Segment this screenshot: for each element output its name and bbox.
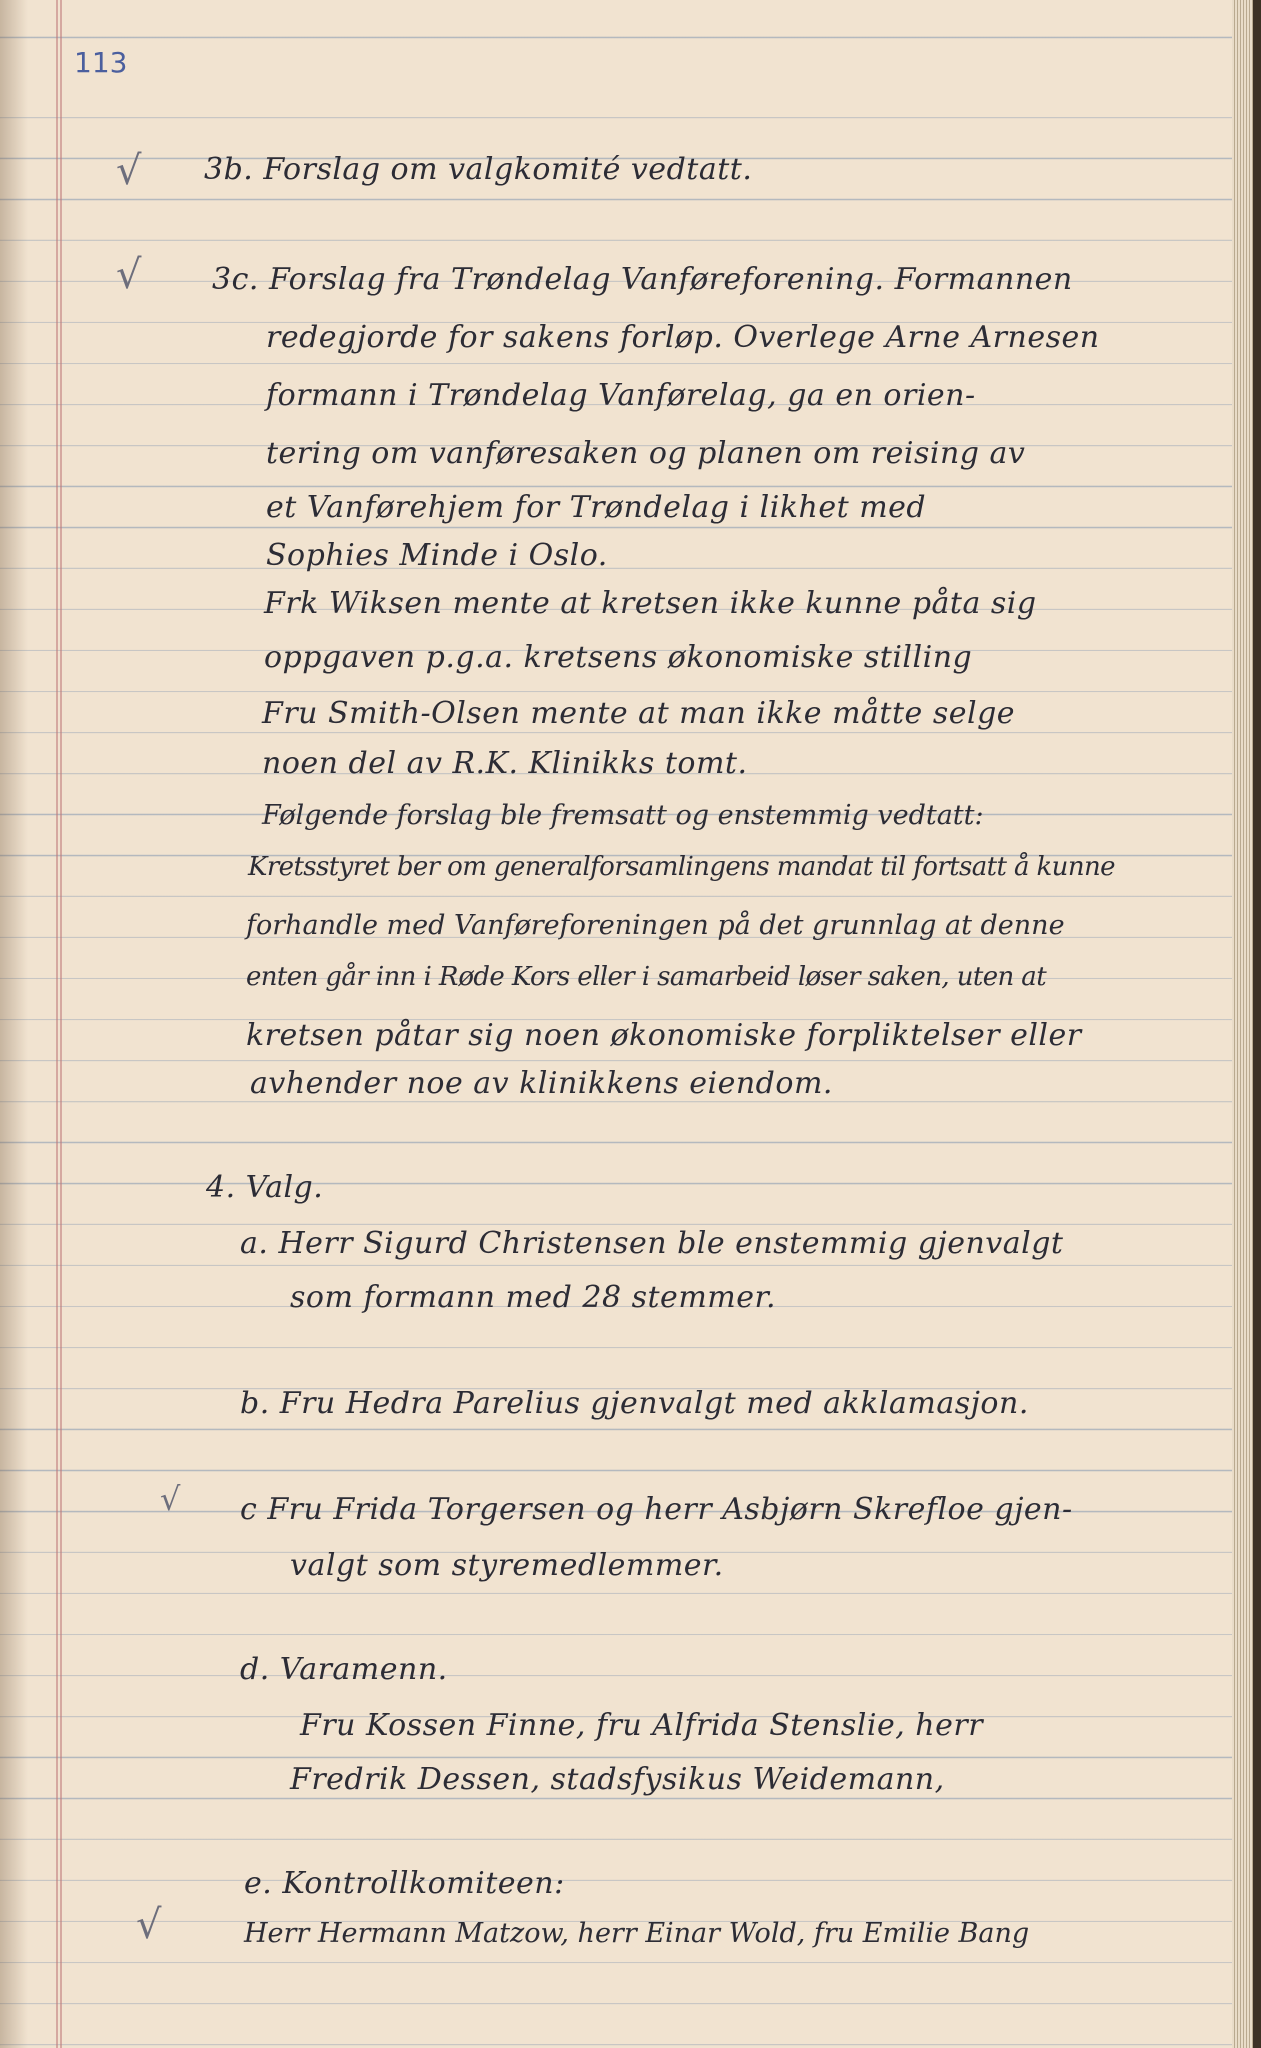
minutes-line: valgt som styremedlemmer. <box>290 1548 724 1583</box>
page-number: 113 <box>74 46 128 79</box>
page-stack-edge <box>1232 0 1261 2048</box>
minutes-line: avhender noe av klinikkens eiendom. <box>250 1066 833 1101</box>
section-heading: 4. Valg. <box>206 1170 324 1205</box>
minutes-line: kretsen påtar sig noen økonomiske forpliktelser eller <box>246 1018 1082 1053</box>
minutes-line: Kretsstyret ber om generalforsamlingens mandat til fortsatt å kunne <box>248 852 1115 882</box>
minutes-line: noen del av R.K. Klinikks tomt. <box>262 746 748 781</box>
check-mark-icon: √ <box>116 252 142 298</box>
minutes-line: Fru Smith-Olsen mente at man ikke måtte selge <box>262 696 1016 731</box>
minutes-line: et Vanførehjem for Trøndelag i likhet med <box>266 490 927 525</box>
minutes-line: Frk Wiksen mente at kretsen ikke kunne påta sig <box>264 586 1037 621</box>
minutes-line: enten går inn i Røde Kors eller i samarbeid løser saken, uten at <box>246 962 1047 992</box>
minutes-line: b. Fru Hedra Parelius gjenvalgt med akklamasjon. <box>240 1386 1029 1421</box>
minutes-line: redegjorde for sakens forløp. Overlege Arne Arnesen <box>266 320 1100 355</box>
left-margin-rule <box>56 0 58 2048</box>
left-margin-rule-inner <box>60 0 62 2048</box>
check-mark-icon: √ <box>116 148 142 194</box>
check-mark-icon: √ <box>136 1902 162 1948</box>
minutes-line: formann i Trøndelag Vanførelag, ga en orien- <box>266 378 976 413</box>
minutes-line: c Fru Frida Torgersen og herr Asbjørn Skrefloe gjen- <box>240 1492 1073 1527</box>
minutes-line: Herr Hermann Matzow, herr Einar Wold, fru Emilie Bang <box>244 1918 1030 1949</box>
minutes-line: Sophies Minde i Oslo. <box>266 538 608 573</box>
minutes-line: Fredrik Dessen, stadsfysikus Weidemann, <box>290 1762 945 1797</box>
minutes-line: forhandle med Vanføreforeningen på det grunnlag at denne <box>246 910 1065 941</box>
minutes-line: 3b. Forslag om valgkomité vedtatt. <box>204 152 753 187</box>
minutes-line: oppgaven p.g.a. kretsens økonomiske stilling <box>264 640 973 675</box>
minutes-line: tering om vanføresaken og planen om reising av <box>266 436 1026 471</box>
minutes-line: a. Herr Sigurd Christensen ble enstemmig gjenvalgt <box>240 1226 1064 1261</box>
minutes-line: som formann med 28 stemmer. <box>290 1280 777 1315</box>
check-mark-icon: √ <box>160 1480 181 1518</box>
minutes-line: e. Kontrollkomiteen: <box>244 1866 565 1901</box>
minutes-line: Fru Kossen Finne, fru Alfrida Stenslie, herr <box>300 1708 984 1743</box>
minutes-line: 3c. Forslag fra Trøndelag Vanføreforening. Formannen <box>212 262 1073 297</box>
minutes-line: d. Varamenn. <box>240 1652 448 1687</box>
minutes-line: Følgende forslag ble fremsatt og enstemmig vedtatt: <box>262 800 984 831</box>
